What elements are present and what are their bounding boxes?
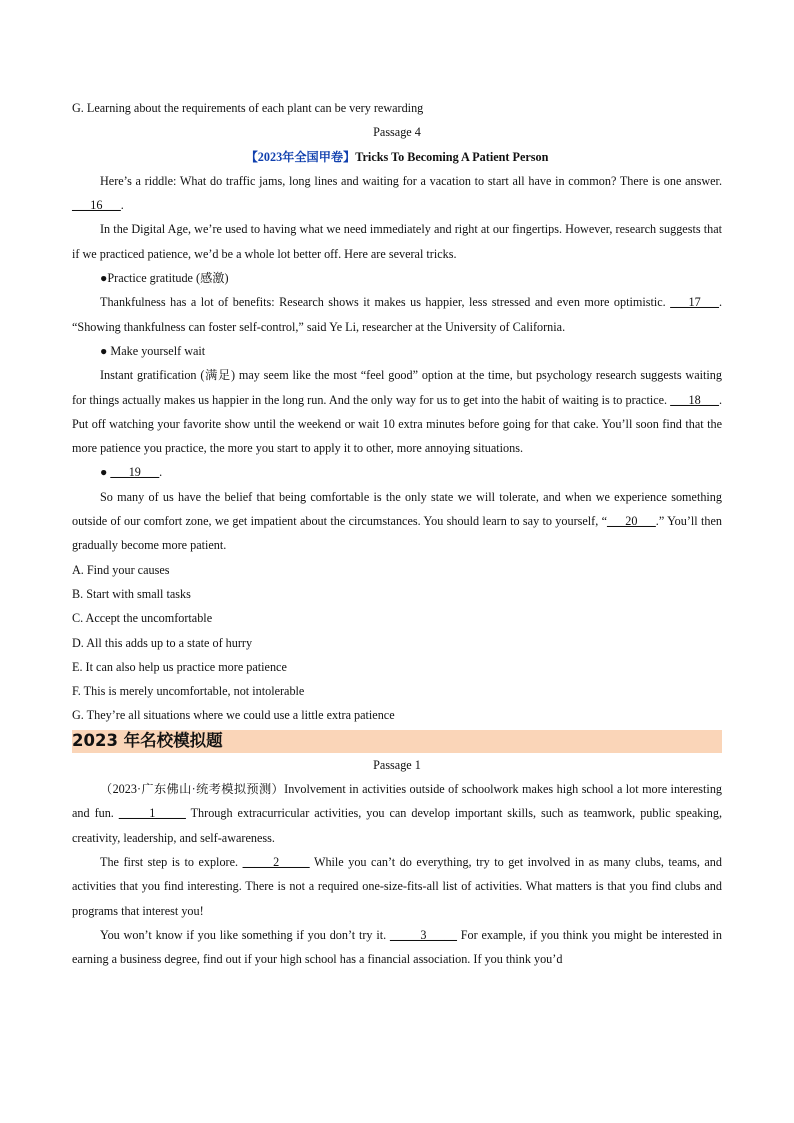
heading-gratitude: ●Practice gratitude (感激) <box>100 271 229 286</box>
blank-2[interactable]: _____2_____ <box>242 854 310 869</box>
text: Involvement in activities outside of schoolwork makes high school a lot more interesting and fun. <box>72 782 723 821</box>
section-heading: 2023 年名校模拟题 <box>72 730 722 753</box>
blank-17[interactable]: ___17___ <box>670 295 719 310</box>
blank-20[interactable]: ___20___ <box>607 514 656 529</box>
heading-make-yourself-wait: ● Make yourself wait <box>100 343 206 358</box>
option-d: D. All this adds up to a state of hurry <box>72 635 253 650</box>
text: While you can’t do everything, try to get involved in as many clubs, teams, and activities that you find interesting. There is not a required one-size-fits-all list of activities. What matters is that you find clubs and programs that interest you! <box>72 854 722 918</box>
blank-19[interactable]: ___19___ <box>110 465 160 480</box>
blank-16[interactable]: ___16___ <box>72 198 121 213</box>
option-a: A. Find your causes <box>72 562 170 577</box>
text: .” You’ll then gradually become more patient. <box>72 514 722 553</box>
blank-3[interactable]: _____3_____ <box>389 927 457 942</box>
text: For example, if you think you might be interested in earning a business degree, find out if your high school has a financial association. If you think you’d <box>72 927 723 967</box>
option-g: G. They’re all situations where we could use a little extra patience <box>72 708 395 723</box>
option-f: F. This is merely uncomfortable, not intolerable <box>72 684 305 699</box>
passage-title <box>72 145 722 169</box>
text: . Put off watching your favorite show until the weekend or wait 10 extra minutes before going for that cake. You’ll soon find that the more patience you practice, the more you start to apply it to other, more annoying situations. <box>72 392 723 456</box>
heading-blank-19 <box>72 460 722 484</box>
text: Instant gratification (满足) may seem like the most “feel good” option at the time, but psychology research suggests waiting for things actually makes us happier in the long run. And the only way for us to get into the habit of waiting is to practice. <box>72 368 722 407</box>
text: . “Showing thankfulness can foster self-control,” said Ye Li, researcher at the University of California. <box>72 295 722 334</box>
text: The first step is to explore. <box>100 854 239 869</box>
option-c: C. Accept the uncomfortable <box>72 611 213 626</box>
option-b: B. Start with small tasks <box>72 586 191 601</box>
paragraph-2: In the Digital Age, we’re used to having what we need immediately and right at our fingertips. However, research suggests that if we practiced patience, we’d be a whole lot better off. Here are several tricks. <box>72 222 722 261</box>
blank-18[interactable]: ___18___ <box>670 392 719 407</box>
paragraph-1 <box>72 169 722 218</box>
option-e: E. It can also help us practice more patience <box>72 659 287 674</box>
option-g-previous: G. Learning about the requirements of each plant can be very rewarding <box>72 101 424 115</box>
source-note: （2023·广东佛山·统考模拟预测） <box>100 782 285 797</box>
blank-1[interactable]: _____1_____ <box>118 806 186 821</box>
passage-1-paragraph-3 <box>72 923 722 972</box>
text: . <box>159 465 163 480</box>
paragraph-5 <box>72 485 722 558</box>
text: You won’t know if you like something if you don’t try it. <box>100 927 387 942</box>
passage-1-paragraph-2 <box>72 850 722 923</box>
bullet: ● <box>100 465 108 480</box>
passage-1-label: Passage 1 <box>373 757 421 772</box>
text: . <box>120 198 124 213</box>
text: Here’s a riddle: What do traffic jams, long lines and waiting for a vacation to start all have in common? There is one answer. <box>100 173 722 188</box>
text: Through extracurricular activities, you can develop important skills, such as teamwork, public speaking, creativity, leadership, and self-awareness. <box>72 806 722 845</box>
text: So many of us have the belief that being comfortable is the only state we will tolerate, and when we experience something outside of our comfort zone, we get impatient about the circumstances. You should learn to say to yourself, “ <box>72 489 722 529</box>
document-page <box>72 96 722 971</box>
passage-label: Passage 4 <box>373 125 421 140</box>
title-text: Tricks To Becoming A Patient Person <box>355 149 549 164</box>
source-tag: 【2023年全国甲卷】 <box>245 149 356 164</box>
text: Thankfulness has a lot of benefits: Research shows it makes us happier, less stressed and even more optimistic. <box>100 295 666 310</box>
passage-1-paragraph-1 <box>72 777 722 850</box>
paragraph-4 <box>72 363 722 460</box>
paragraph-3 <box>72 290 722 339</box>
